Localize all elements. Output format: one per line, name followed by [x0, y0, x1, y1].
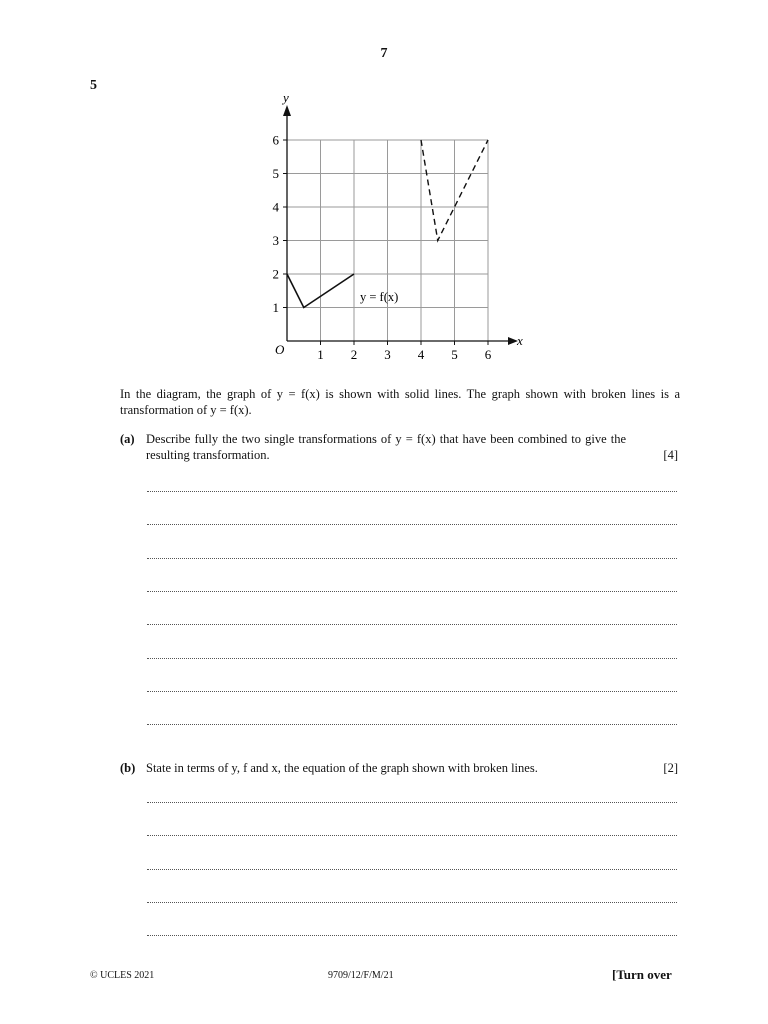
- question-number: 5: [90, 78, 97, 93]
- x-tick-label: 2: [350, 347, 358, 362]
- y-tick-label: 4: [272, 199, 279, 215]
- answer-line-b[interactable]: [147, 835, 677, 836]
- y-tick-label: 3: [272, 233, 279, 248]
- x-tick-label: 1: [317, 347, 324, 362]
- answer-line-a[interactable]: [147, 691, 677, 692]
- x-tick-label: 4: [417, 347, 425, 362]
- part-a-marks: [4]: [663, 448, 678, 462]
- answer-line-a[interactable]: [147, 558, 677, 559]
- answer-line-b[interactable]: [147, 869, 677, 870]
- answer-line-a[interactable]: [147, 591, 677, 592]
- transformation-graph: [262, 88, 532, 368]
- answer-line-b[interactable]: [147, 935, 677, 936]
- x-axis-label: x: [517, 333, 523, 348]
- answer-line-a[interactable]: [147, 491, 677, 492]
- curve-label: y = f(x): [360, 290, 399, 304]
- y-axis-arrow-icon: [283, 105, 291, 116]
- part-a-text: Describe fully the two single transformations of y = f(x) that have been combined to give the resulting transformation.: [146, 432, 626, 462]
- answer-line-a[interactable]: [147, 658, 677, 659]
- answer-line-a[interactable]: [147, 624, 677, 625]
- footer-turn-over: [Turn over: [612, 967, 672, 982]
- ticks: [273, 133, 492, 363]
- part-a: [120, 431, 680, 465]
- y-tick-label: 2: [272, 266, 279, 282]
- footer-copyright: © UCLES 2021: [90, 970, 155, 981]
- part-b-text: State in terms of y, f and x, the equation of the graph shown with broken lines.: [146, 761, 538, 775]
- axes: [272, 90, 523, 357]
- answer-line-b[interactable]: [147, 802, 677, 803]
- origin-label: O: [275, 342, 285, 357]
- part-b: [120, 760, 680, 778]
- x-tick-label: 6: [484, 347, 492, 362]
- graph-canvas: [262, 88, 532, 368]
- y-tick-label: 5: [272, 166, 279, 181]
- answer-line-a[interactable]: [147, 724, 677, 725]
- part-a-label: (a): [120, 432, 135, 446]
- x-tick-label: 5: [451, 347, 458, 362]
- y-tick-label: 6: [272, 132, 279, 148]
- part-b-marks: [2]: [663, 761, 678, 775]
- y-axis-label: y: [283, 90, 289, 105]
- page-number: 7: [380, 46, 388, 61]
- grid: [287, 140, 488, 341]
- y-tick-label: 1: [272, 300, 279, 315]
- answer-line-a[interactable]: [147, 524, 677, 525]
- answer-line-b[interactable]: [147, 902, 677, 903]
- question-intro: In the diagram, the graph of y = f(x) is shown with solid lines. The graph shown with broken lines is a transformation of y = f(x).: [120, 387, 680, 417]
- x-tick-label: 3: [384, 347, 391, 362]
- footer-paper-code: 9709/12/F/M/21: [328, 970, 394, 981]
- part-b-label: (b): [120, 761, 136, 775]
